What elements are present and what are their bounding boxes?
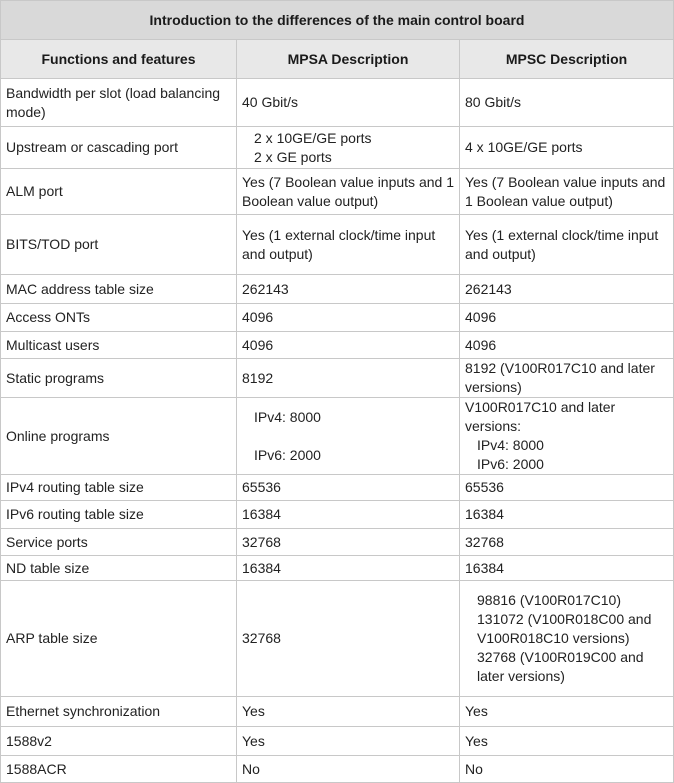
mpsc-cell	[460, 359, 674, 398]
mpsc-value: 32768 (V100R019C00 and later versions)	[477, 649, 644, 684]
mpsa-value: Yes (1 external clock/time input and output)	[242, 226, 436, 262]
feature-cell: Service ports	[1, 529, 237, 556]
mpsa-value: 16384	[242, 506, 281, 522]
mpsa-cell	[237, 79, 460, 127]
mpsa-value: 32768	[242, 630, 281, 646]
feature-cell: 1588v2	[1, 727, 237, 756]
mpsa-value: 65536	[242, 479, 281, 495]
mpsa-cell	[237, 359, 460, 398]
spacer	[242, 427, 454, 446]
header-mpsc: MPSC Description	[460, 40, 674, 79]
mpsc-value: 98816 (V100R017C10)	[477, 592, 621, 608]
mpsc-cell	[460, 304, 674, 332]
mpsa-value: IPv6: 2000	[254, 446, 321, 463]
mpsc-value: 32768	[465, 533, 504, 550]
mpsa-cell	[237, 169, 460, 215]
table-row	[1, 398, 674, 475]
mpsc-cell	[460, 475, 674, 501]
mpsa-cell	[237, 697, 460, 727]
feature-cell: Multicast users	[1, 332, 237, 359]
mpsc-cell	[460, 581, 674, 697]
table-row	[1, 475, 674, 501]
mpsc-value: 4096	[465, 309, 497, 325]
mpsc-value: Yes (1 external clock/time input and output)	[465, 226, 659, 262]
table-row	[1, 275, 674, 304]
mpsa-value: Yes	[242, 703, 265, 719]
mpsa-value: 2 x 10GE/GE ports	[254, 129, 372, 146]
feature-cell: Ethernet synchronization	[1, 697, 237, 727]
table-title: Introduction to the differences of the main control board	[1, 1, 674, 40]
table-row	[1, 581, 674, 697]
mpsc-cell	[460, 756, 674, 783]
mpsa-cell	[237, 475, 460, 501]
mpsc-cell	[460, 127, 674, 169]
feature-cell: ARP table size	[1, 581, 237, 697]
mpsc-value: No	[465, 760, 483, 777]
table-row	[1, 79, 674, 127]
mpsc-cell	[460, 169, 674, 215]
mpsc-value: 65536	[465, 479, 504, 495]
feature-cell: Upstream or cascading port	[1, 127, 237, 169]
mpsc-value: 4096	[465, 336, 497, 353]
mpsc-cell	[460, 501, 674, 529]
mpsa-cell	[237, 275, 460, 304]
mpsa-cell	[237, 556, 460, 581]
mpsc-value: 8192 (V100R017C10 and later versions)	[465, 360, 655, 395]
mpsa-value: 16384	[242, 559, 281, 576]
mpsc-value: 16384	[465, 559, 504, 576]
mpsc-value: 131072 (V100R018C00 and V100R018C10 versions)	[477, 611, 652, 646]
mpsa-cell	[237, 215, 460, 275]
feature-cell: ND table size	[1, 556, 237, 581]
mpsc-value: 16384	[465, 506, 504, 522]
mpsa-value: 262143	[242, 280, 289, 297]
mpsa-value: No	[242, 760, 260, 777]
header-functions: Functions and features	[1, 40, 237, 79]
feature-cell: ALM port	[1, 169, 237, 215]
mpsa-value: 4096	[242, 336, 274, 353]
table-row	[1, 169, 674, 215]
mpsc-value: IPv4: 8000	[477, 437, 544, 453]
header-row	[1, 40, 674, 79]
table-row	[1, 556, 674, 581]
table-row	[1, 332, 674, 359]
mpsa-cell	[237, 332, 460, 359]
header-mpsa: MPSA Description	[237, 40, 460, 79]
feature-cell: Access ONTs	[1, 304, 237, 332]
mpsc-value: 4 x 10GE/GE ports	[465, 139, 583, 155]
feature-cell: Static programs	[1, 359, 237, 398]
mpsc-cell	[460, 215, 674, 275]
mpsc-cell	[460, 79, 674, 127]
table-row	[1, 501, 674, 529]
mpsc-cell	[460, 556, 674, 581]
mpsc-cell	[460, 529, 674, 556]
table-row	[1, 304, 674, 332]
mpsc-value: V100R017C10 and later versions:	[465, 399, 616, 434]
mpsc-value: 262143	[465, 280, 512, 297]
mpsa-value: 40 Gbit/s	[242, 94, 299, 110]
mpsc-value: Yes	[465, 703, 488, 719]
feature-cell: Online programs	[1, 398, 237, 475]
table-row	[1, 359, 674, 398]
feature-cell: 1588ACR	[1, 756, 237, 783]
mpsc-cell	[460, 727, 674, 756]
mpsa-value: Yes	[242, 732, 265, 749]
mpsa-value: Yes (7 Boolean value inputs and 1 Boolean value output)	[242, 173, 454, 209]
table-row	[1, 127, 674, 169]
mpsa-value: IPv4: 8000	[254, 408, 321, 425]
mpsa-value: 32768	[242, 533, 281, 550]
mpsa-value: 4096	[242, 309, 274, 325]
mpsc-cell	[460, 398, 674, 475]
mpsa-cell	[237, 727, 460, 756]
table-row	[1, 727, 674, 756]
mpsa-value: 2 x GE ports	[254, 148, 332, 165]
mpsa-cell	[237, 501, 460, 529]
mpsa-cell	[237, 756, 460, 783]
feature-cell: IPv4 routing table size	[1, 475, 237, 501]
feature-cell: BITS/TOD port	[1, 215, 237, 275]
mpsc-cell	[460, 332, 674, 359]
mpsa-cell	[237, 398, 460, 475]
feature-cell: Bandwidth per slot (load balancing mode)	[1, 79, 237, 127]
mpsa-cell	[237, 529, 460, 556]
mpsc-cell	[460, 275, 674, 304]
mpsa-cell	[237, 581, 460, 697]
mpsa-value: 8192	[242, 369, 274, 386]
feature-cell: IPv6 routing table size	[1, 501, 237, 529]
mpsc-cell	[460, 697, 674, 727]
table-row	[1, 529, 674, 556]
table-row	[1, 697, 674, 727]
mpsc-value: Yes	[465, 732, 488, 749]
mpsa-cell	[237, 304, 460, 332]
mpsc-value: 80 Gbit/s	[465, 94, 522, 110]
mpsa-cell	[237, 127, 460, 169]
table-row	[1, 215, 674, 275]
mpsc-value: Yes (7 Boolean value inputs and 1 Boolean value output)	[465, 173, 666, 209]
table-row	[1, 756, 674, 783]
mpsc-value: IPv6: 2000	[477, 456, 544, 472]
feature-cell: MAC address table size	[1, 275, 237, 304]
